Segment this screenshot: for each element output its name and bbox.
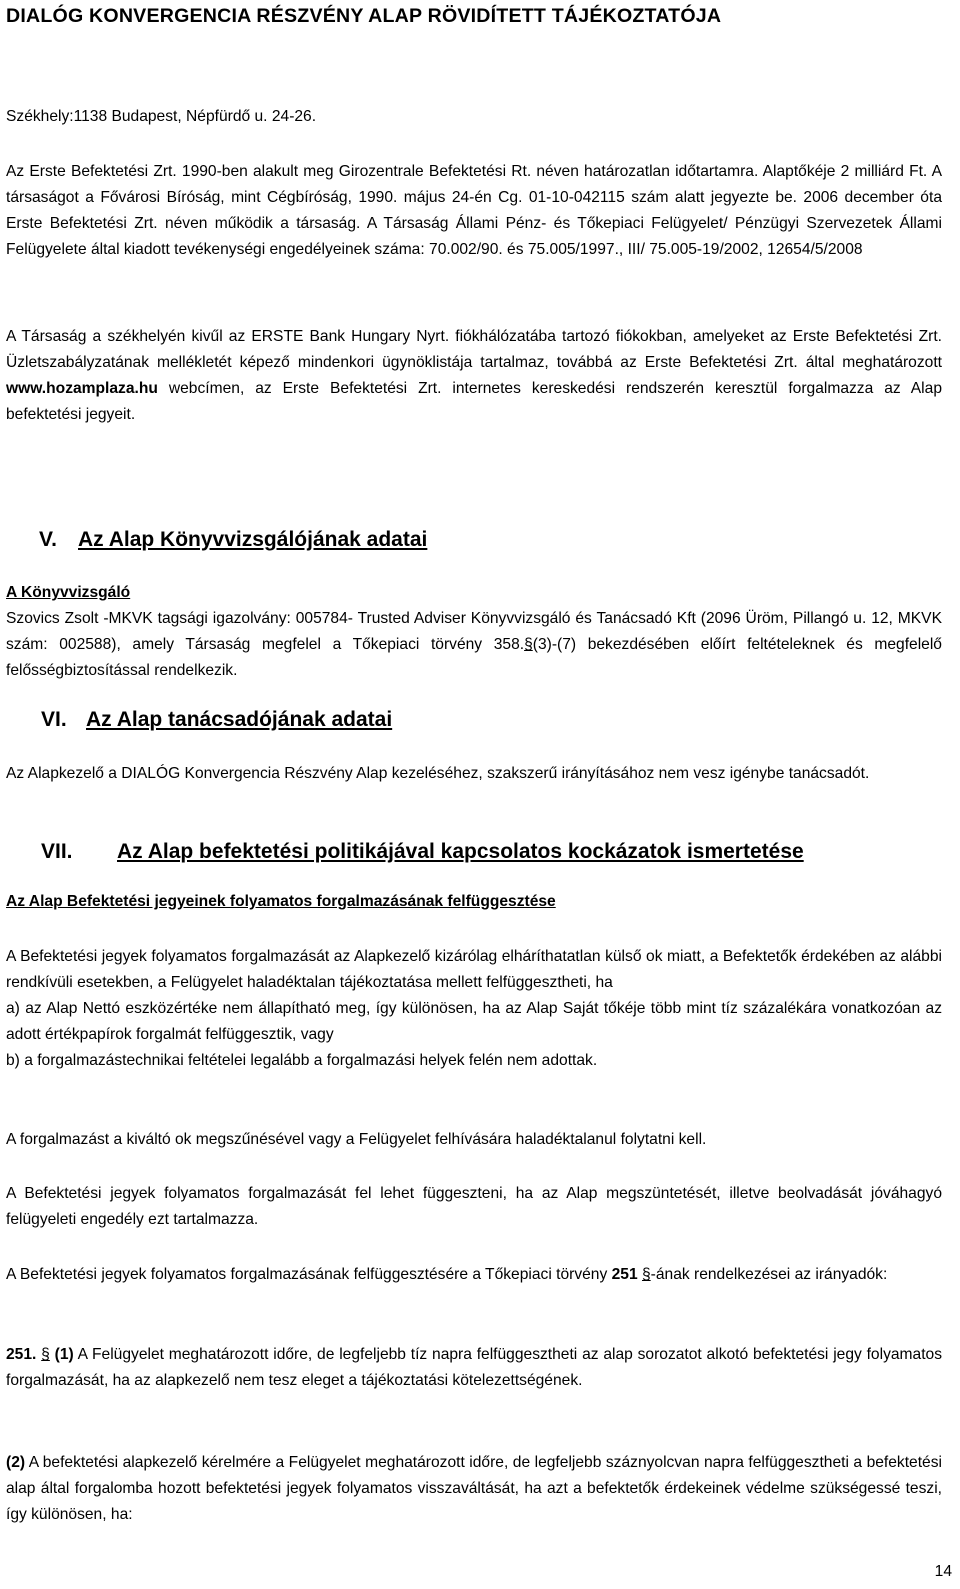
- law-reference-paragraph: [6, 1262, 942, 1288]
- section-vii-title: Az Alap befektetési politikájával kapcsolatos kockázatok ismertetése: [117, 840, 804, 863]
- clause-2-text: A befektetési alapkezelő kérelmére a Felügyelet meghatározott időre, de legfeljebb száznyolcvan napra felfüggesztheti a befektetési alap által forgalomba hozott befektetési jegyek folyamatos visszaváltását, ha azt a befektetők érdekeinek védelme szükségessé teszi, így különösen, ha:: [6, 1454, 942, 1523]
- section-vi-number: VI.: [41, 708, 67, 731]
- article-251-2-text: [6, 1450, 942, 1528]
- paragraph-sign: §: [41, 1346, 50, 1363]
- clause-1-text: A Felügyelet meghatározott időre, de legfeljebb tíz napra felfüggesztheti az alap sorozatot alkotó befektetési jegy folyamatos forgalmazását, ha az alapkezelő nem tesz eleget a tájékoztatási kötelezettségének.: [6, 1346, 942, 1389]
- company-paragraph: [6, 159, 942, 263]
- article-251-1: [6, 1342, 942, 1394]
- page-number: 14: [934, 1563, 952, 1580]
- condition-a: a) az Alap Nettó eszközértéke nem állapítható meg, így különösen, ha az Alap Saját tőkéje több mint tíz százalékára vonatkozóan az adott értékpapírok forgalmát felfüggesztik, vagy: [6, 1000, 942, 1043]
- paragraph-sign: §: [641, 1266, 651, 1283]
- suspension-intro-text: A Befektetési jegyek folyamatos forgalmazását az Alapkezelő kizárólag elháríthatatlan külső ok miatt, a Befektetők érdekében az alábbi rendkívüli esetekben, a Felügyelet haladéktalan tájékoztatása mellett felfüggesztheti, ha: [6, 948, 942, 991]
- auditor-subtitle: A Könyvvizsgáló: [6, 584, 131, 601]
- auditor-text-start: Szovics Zsolt -MKVK tagsági igazolvány: 005784- Trusted Adviser Könyvvizsgáló és Tanácsadó Kft (2096 Üröm, Pillangó u. 12, MKVK szám: 002588), amely Társaság megfelel a Tőkepiaci törvény 358.: [6, 610, 942, 653]
- suspension-subtitle: Az Alap Befektetési jegyeinek folyamatos forgalmazásának felfüggesztése: [6, 893, 556, 910]
- suspension-conditions: [6, 944, 942, 1074]
- law-reference-end: -ának rendelkezései az irányadók:: [650, 1266, 888, 1283]
- clause-1-label: (1): [54, 1346, 74, 1363]
- page-title: DIALÓG KONVERGENCIA RÉSZVÉNY ALAP RÖVIDÍTETT TÁJÉKOZTATÓJA: [6, 5, 722, 27]
- clause-2-label: (2): [6, 1454, 26, 1471]
- paragraph-sign: §: [524, 636, 533, 653]
- section-vi-title: Az Alap tanácsadójának adatai: [86, 708, 393, 731]
- termination-paragraph: [6, 1181, 942, 1233]
- section-vii-number: VII.: [41, 840, 73, 863]
- auditor-text: [6, 606, 942, 684]
- auditor-text-end: (3)-(7) bekezdésében előírt feltételeknek és megfelelő felősségbiztosítással rendelkezik.: [6, 636, 942, 679]
- law-reference-text: [6, 1262, 942, 1288]
- resume-text: A forgalmazást a kiváltó ok megszűnésével vagy a Felügyelet felhívására haladéktalanul folytatni kell.: [6, 1131, 707, 1148]
- advisor-paragraph: [6, 761, 942, 787]
- registered-seat: [6, 104, 942, 130]
- article-number: 251.: [6, 1346, 37, 1363]
- website-link[interactable]: www.hozamplaza.hu: [6, 380, 158, 397]
- auditor-paragraph: [6, 606, 942, 684]
- law-section-number: 251: [611, 1266, 638, 1283]
- article-251-1-text: [6, 1342, 942, 1394]
- advisor-text: Az Alapkezelő a DIALÓG Konvergencia Részvény Alap kezeléséhez, szakszerű irányításához nem vesz igénybe tanácsadót.: [6, 765, 870, 782]
- law-reference-start: A Befektetési jegyek folyamatos forgalmazásának felfüggesztésére a Tőkepiaci törvény: [6, 1266, 612, 1283]
- section-v-title: Az Alap Könyvvizsgálójának adatai: [78, 528, 428, 551]
- distribution-paragraph: [6, 324, 942, 428]
- distribution-text: [6, 324, 942, 428]
- distribution-text-end: webcímen, az Erste Befektetési Zrt. internetes kereskedési rendszerén keresztül forgalmazza az Alap befektetési jegyeit.: [6, 380, 942, 423]
- seat-text: Székhely:1138 Budapest, Népfürdő u. 24-26.: [6, 108, 317, 125]
- company-text: Az Erste Befektetési Zrt. 1990-ben alakult meg Girozentrale Befektetési Rt. néven határozatlan időtartamra. Alaptőkéje 2 milliárd Ft. A társaságot a Fővárosi Bíróság, mint Cégbíróság, 1990. május 24-én Cg. 01-10-042115 szám alatt jegyezte be. 2006 december óta Erste Befektetési Zrt. néven működik a társaság. A Társaság Állami Pénz- és Tőkepiaci Felügyelet/ Pénzügyi Szervezetek Állami Felügyelete által kiadott tevékenységi engedélyeinek száma: 70.002/90. és 75.005/1997., III/ 75.005-19/2002, 12654/5/2008: [6, 163, 942, 258]
- article-251-2: [6, 1450, 942, 1528]
- section-v-number: V.: [39, 528, 57, 551]
- termination-text: A Befektetési jegyek folyamatos forgalmazását fel lehet függeszteni, ha az Alap megszüntetését, illetve beolvadását jóváhagyó felügyeleti engedély ezt tartalmazza.: [6, 1185, 942, 1228]
- condition-b: b) a forgalmazástechnikai feltételei legalább a forgalmazási helyek felén nem adottak.: [6, 1052, 598, 1069]
- distribution-text-start: A Társaság a székhelyén kivűl az ERSTE Bank Hungary Nyrt. fiókhálózatába tartozó fiókokban, amelyeket az Erste Befektetési Zrt. Üzletszabályzatának mellékletét képező mindenkori ügynöklistája tartalmaz, továbbá az Erste Befektetési Zrt. által meghatározott: [6, 328, 942, 371]
- resume-paragraph: [6, 1127, 942, 1153]
